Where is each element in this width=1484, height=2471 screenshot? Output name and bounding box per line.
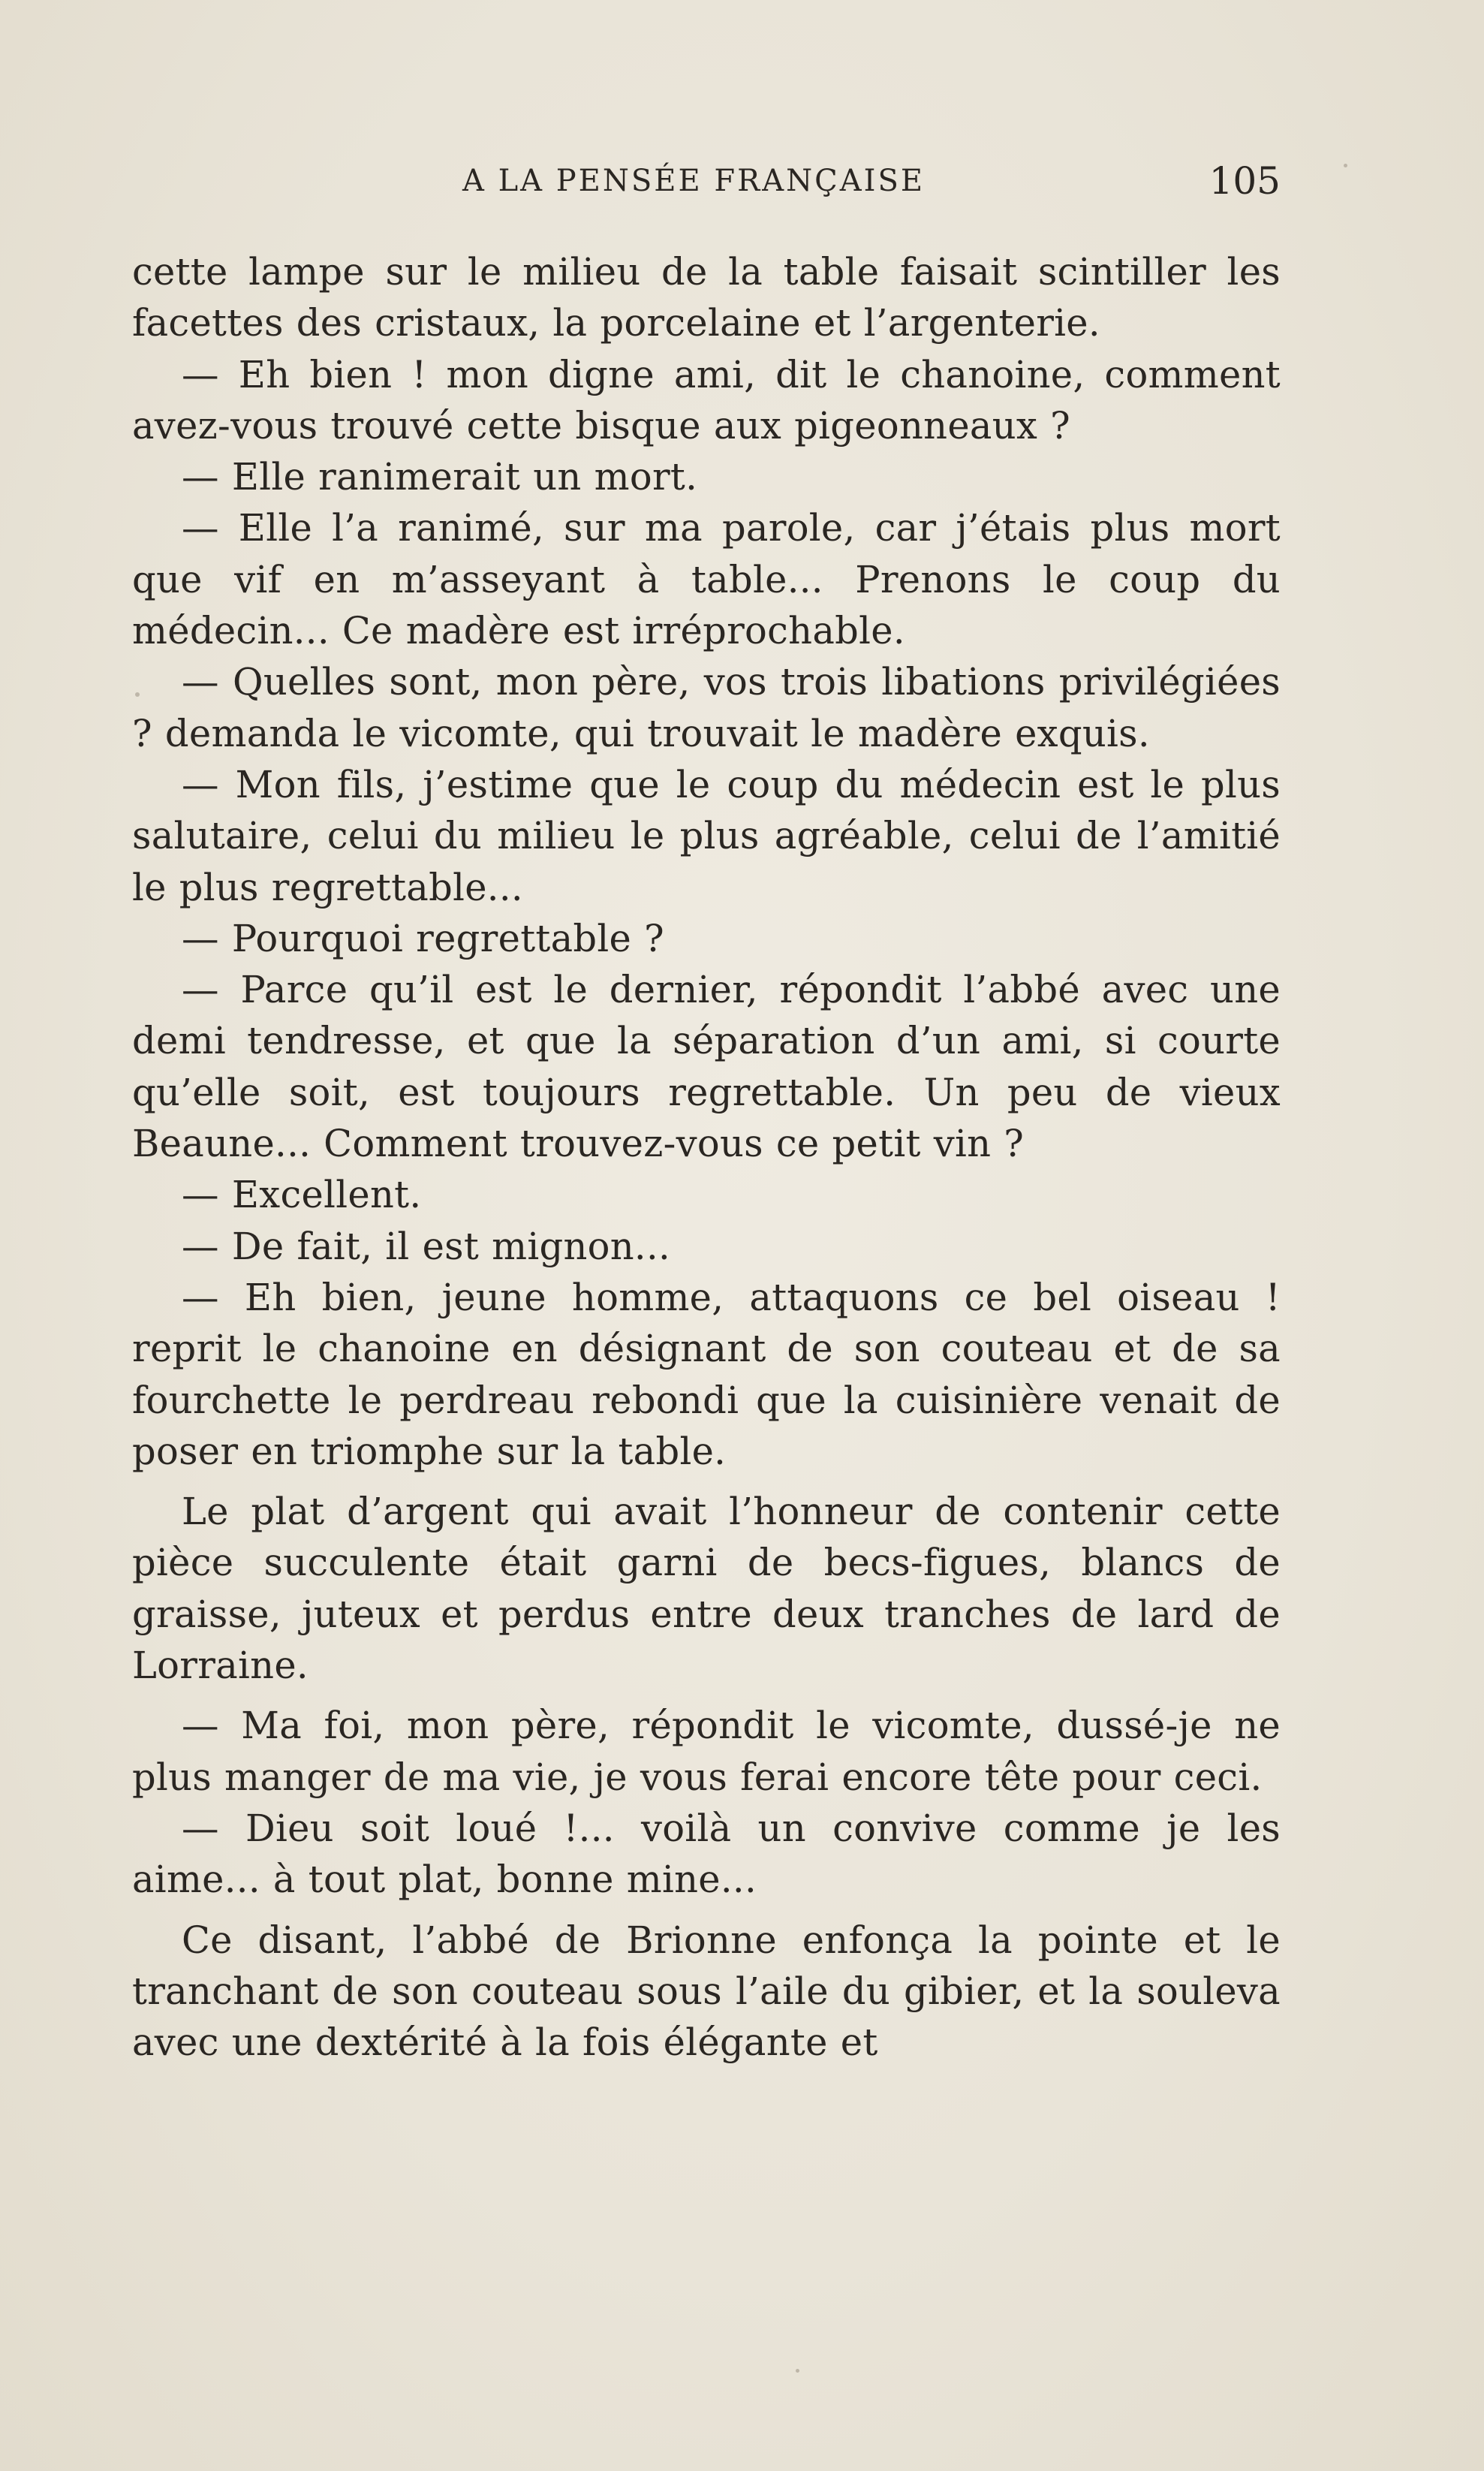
paragraph: — Eh bien, jeune homme, attaquons ce bel oiseau ! reprit le chanoine en désignant de son couteau et de sa fourchette le perdreau rebondi que la cuisinière venait de poser en triomphe sur la table. bbox=[132, 1275, 1281, 1473]
paragraph: Le plat d’argent qui avait l’honneur de contenir cette pièce succulente était garni de becs-figues, blancs de graisse, juteux et perdus entre deux tranches de lard de Lorraine. bbox=[132, 1490, 1281, 1688]
paragraph: — Quelles sont, mon père, vos trois libations privilégiées ? demanda le vicomte, qui trouvait le madère exquis. bbox=[132, 660, 1281, 755]
paragraph: — Pourquoi regrettable ? bbox=[182, 916, 664, 960]
paragraph: — Mon fils, j’estime que le coup du médecin est le plus salutaire, celui du milieu le plus agréable, celui de l’amitié le plus regrettable... bbox=[132, 762, 1281, 909]
paragraph: — Elle ranimerait un mort. bbox=[182, 455, 698, 499]
paragraph: — Elle l’a ranimé, sur ma parole, car j’étais plus mort que vif en m’asseyant à table... Prenons le coup du médecin... Ce madère est irréprochable. bbox=[132, 506, 1281, 653]
paragraph: cette lampe sur le milieu de la table faisait scintiller les facettes des cristaux, la porcelaine et l’argenterie. bbox=[132, 250, 1281, 345]
paper-speck bbox=[1344, 164, 1347, 167]
paper-speck bbox=[796, 2369, 799, 2373]
running-title: A LA PENSÉE FRANÇAISE bbox=[462, 164, 926, 198]
page-header bbox=[132, 159, 1281, 204]
body-text bbox=[132, 246, 1281, 2068]
paper-speck bbox=[135, 692, 140, 697]
paragraph: — Ma foi, mon père, répondit le vicomte, dussé-je ne plus manger de ma vie, je vous ferai encore tête pour ceci. bbox=[132, 1704, 1281, 1799]
paragraph: Ce disant, l’abbé de Brionne enfonça la pointe et le tranchant de son couteau sous l’aile du gibier, et la souleva avec une dextérité à la fois élégante et bbox=[132, 1918, 1281, 2065]
page-number: 105 bbox=[1209, 159, 1281, 203]
paragraph: — De fait, il est mignon... bbox=[182, 1224, 671, 1268]
paragraph: — Excellent. bbox=[182, 1173, 422, 1217]
paragraph: — Dieu soit loué !... voilà un convive comme je les aime... à tout plat, bonne mine... bbox=[132, 1806, 1281, 1902]
paragraph: — Parce qu’il est le dernier, répondit l’abbé avec une demi tendresse, et que la séparation d’un ami, si courte qu’elle soit, est toujours regrettable. Un peu de vieux Beaune... Comment trouvez-vous ce petit vin ? bbox=[132, 968, 1281, 1166]
paragraph: — Eh bien ! mon digne ami, dit le chanoine, comment avez-vous trouvé cette bisque aux pigeonneaux ? bbox=[132, 352, 1281, 447]
